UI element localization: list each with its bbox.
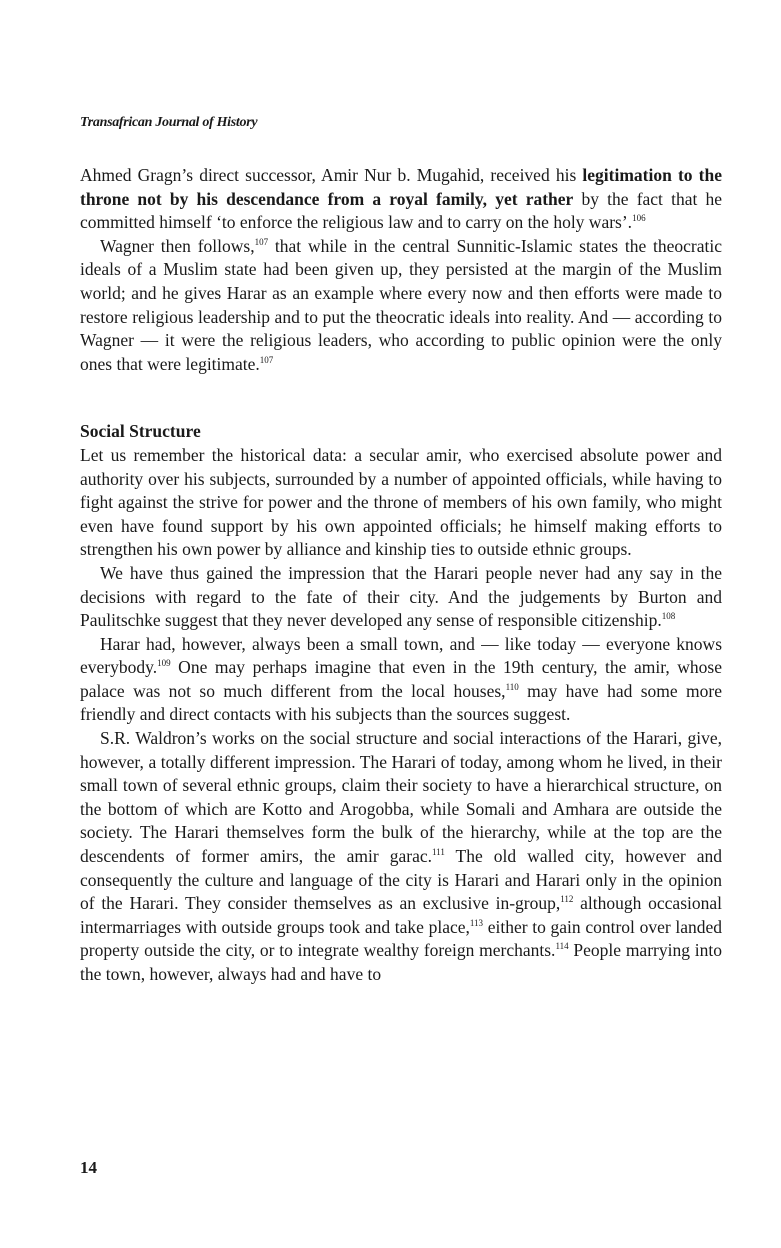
paragraph-5 (80, 633, 722, 727)
footnote-ref: 109 (157, 658, 171, 669)
paragraph-text: Harar had, however, always been a small town, and — like today — everyone knows everybody. (80, 633, 722, 678)
footnote-ref: 107 (254, 236, 269, 247)
paragraph-text: Wagner then follows, (100, 235, 255, 256)
paragraph-text: S.R. Waldron’s works on the social structure and social interactions of the Harari, give, however, a totally different impression. The Harari of today, among whom he lived, in their small town of several ethnic groups, claim their society to have a hierarchical structure, on the bottom of which are Kotto and Arogobba, while Somali and Amhara are outside the society. The Harari themselves form the bulk of the hierarchy, while at the top are the descendents of former amirs, the amir garac. (80, 728, 722, 867)
paragraph-3 (80, 444, 722, 562)
footnote-ref: 111 (431, 847, 445, 858)
footnote-ref: 110 (505, 682, 519, 693)
bold-text-run: legitimation to the throne not by his descendance from a royal family, yet rather (80, 165, 722, 209)
paragraph-2 (80, 235, 722, 377)
paragraph-1 (80, 164, 722, 235)
paragraph-text: We have thus gained the impression that the Harari people never had any say in the decisions with regard to the fate of their city. And the judgements by Burton and Paulitschke suggest that they never developed any sense of responsible citizenship. (80, 562, 722, 631)
paragraph-text: may have had some more friendly and direct contacts with his subjects than the sources suggest. (80, 680, 723, 725)
running-head: Transafrican Journal of History (80, 115, 258, 130)
body-text (80, 164, 722, 987)
footnote-ref: 108 (661, 611, 676, 622)
footnote-ref: 107 (259, 354, 274, 365)
paragraph-text: either to gain control over landed property outside the city, or to integrate wealthy foreign merchants. (80, 916, 722, 961)
paragraph-text: that while in the central Sunnitic-Islamic states the theocratic ideals of a Muslim state had been given up, they persisted at the margin of the Muslim world; and he gives Harar as an example where every now and then efforts were made to restore religious leadership and to put the theocratic ideals into reality. And — according to Wagner — it were the religious leaders, who according to public opinion were the only ones that were legitimate. (80, 235, 723, 374)
page-number: 14 (80, 1158, 97, 1177)
paragraph-6 (80, 727, 722, 987)
footnote-ref: 114 (555, 941, 569, 952)
section-heading: Social Structure (80, 421, 201, 442)
paragraph-text: One may perhaps imagine that even in the 19th century, the amir, whose palace was not so much different from the local houses, (80, 657, 722, 701)
paragraph-text: The old walled city, however and consequently the culture and language of the city is Harari and Harari only in the opinion of the Harari. They consider themselves as an exclusive in-group, (80, 846, 722, 914)
paragraph-text: although occasional intermarriages with outside groups took and take place, (80, 893, 722, 937)
paragraph-text: People marrying into the town, however, always had and have to (80, 940, 722, 984)
paragraph-text: Ahmed Gragn’s direct successor, Amir Nur b. Mugahid, received his (80, 165, 583, 185)
footnote-ref: 112 (560, 894, 574, 905)
paragraph-text: by the fact that he committed himself ‘to enforce the religious law and to carry on the holy wars’. (80, 188, 722, 233)
footnote-ref: 113 (469, 917, 484, 928)
footnote-ref: 106 (632, 213, 646, 224)
paragraph-text: Let us remember the historical data: a secular amir, who exercised absolute power and authority over his subjects, surrounded by a number of appointed officials, while having to fight against the strive for power and the throne of members of his own family, who might even have found support by his own appointed officials; he himself making efforts to strengthen his own power by alliance and kinship ties to outside ethnic groups. (80, 444, 722, 560)
paragraph-4 (80, 562, 722, 633)
